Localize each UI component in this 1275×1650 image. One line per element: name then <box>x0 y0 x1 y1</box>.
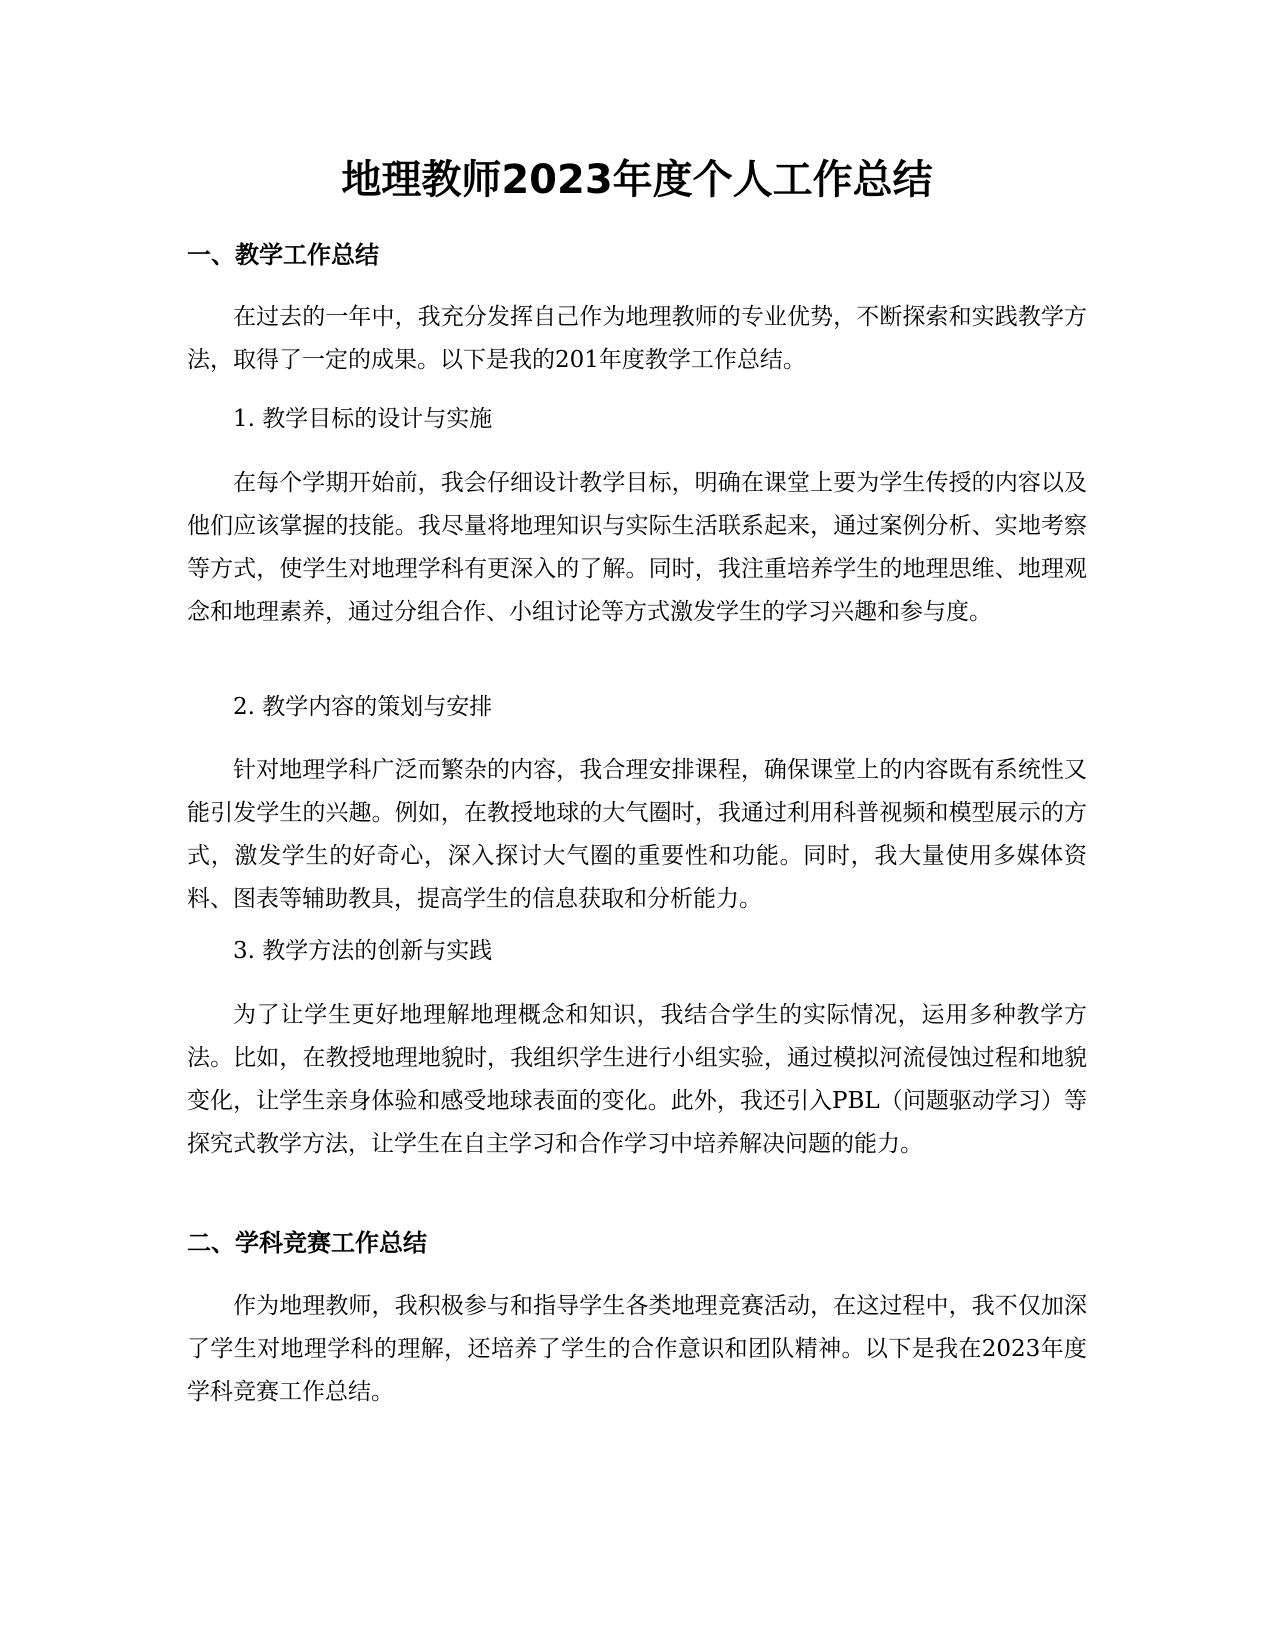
item-3-heading: 3. 教学方法的创新与实践 <box>233 938 493 964</box>
item-1-heading: 1. 教学目标的设计与实施 <box>233 406 493 432</box>
item-3-text: 为了让学生更好地理解地理概念和知识，我结合学生的实际情况，运用多种教学方法。比如，在教授地理地貌时，我组织学生进行小组实验，通过模拟河流侵蚀过程和地貌变化，让学生亲身体验和感受地球表面的变化。此外，我还引入PBL（问题驱动学习）等探究式教学方法，让学生在自主学习和合作学习中培养解决问题的能力。 <box>187 1002 1087 1157</box>
section-2-heading: 二、学科竞赛工作总结 <box>187 1229 427 1257</box>
item-1-text: 在每个学期开始前，我会仔细设计教学目标，明确在课堂上要为学生传授的内容以及他们应该掌握的技能。我尽量将地理知识与实际生活联系起来，通过案例分析、实地考察等方式，使学生对地理学科有更深入的了解。同时，我注重培养学生的地理思维、地理观念和地理素养，通过分组合作、小组讨论等方式激发学生的学习兴趣和参与度。 <box>187 470 1087 625</box>
document-title: 地理教师2023年度个人工作总结 <box>341 157 933 203</box>
section-2-intro: 作为地理教师，我积极参与和指导学生各类地理竞赛活动，在这过程中，我不仅加深了学生对地理学科的理解，还培养了学生的合作意识和团队精神。以下是我在2023年度学科竞赛工作总结。 <box>187 1293 1087 1405</box>
item-2-text: 针对地理学科广泛而繁杂的内容，我合理安排课程，确保课堂上的内容既有系统性又能引发学生的兴趣。例如，在教授地球的大气圈时，我通过利用科普视频和模型展示的方式，激发学生的好奇心，深入探讨大气圈的重要性和功能。同时，我大量使用多媒体资料、图表等辅助教具，提高学生的信息获取和分析能力。 <box>187 757 1087 912</box>
section-1-intro: 在过去的一年中，我充分发挥自己作为地理教师的专业优势，不断探索和实践教学方法，取得了一定的成果。以下是我的201年度教学工作总结。 <box>187 304 1087 373</box>
section-1-heading: 一、教学工作总结 <box>187 241 379 269</box>
item-2-heading: 2. 教学内容的策划与安排 <box>233 694 493 720</box>
